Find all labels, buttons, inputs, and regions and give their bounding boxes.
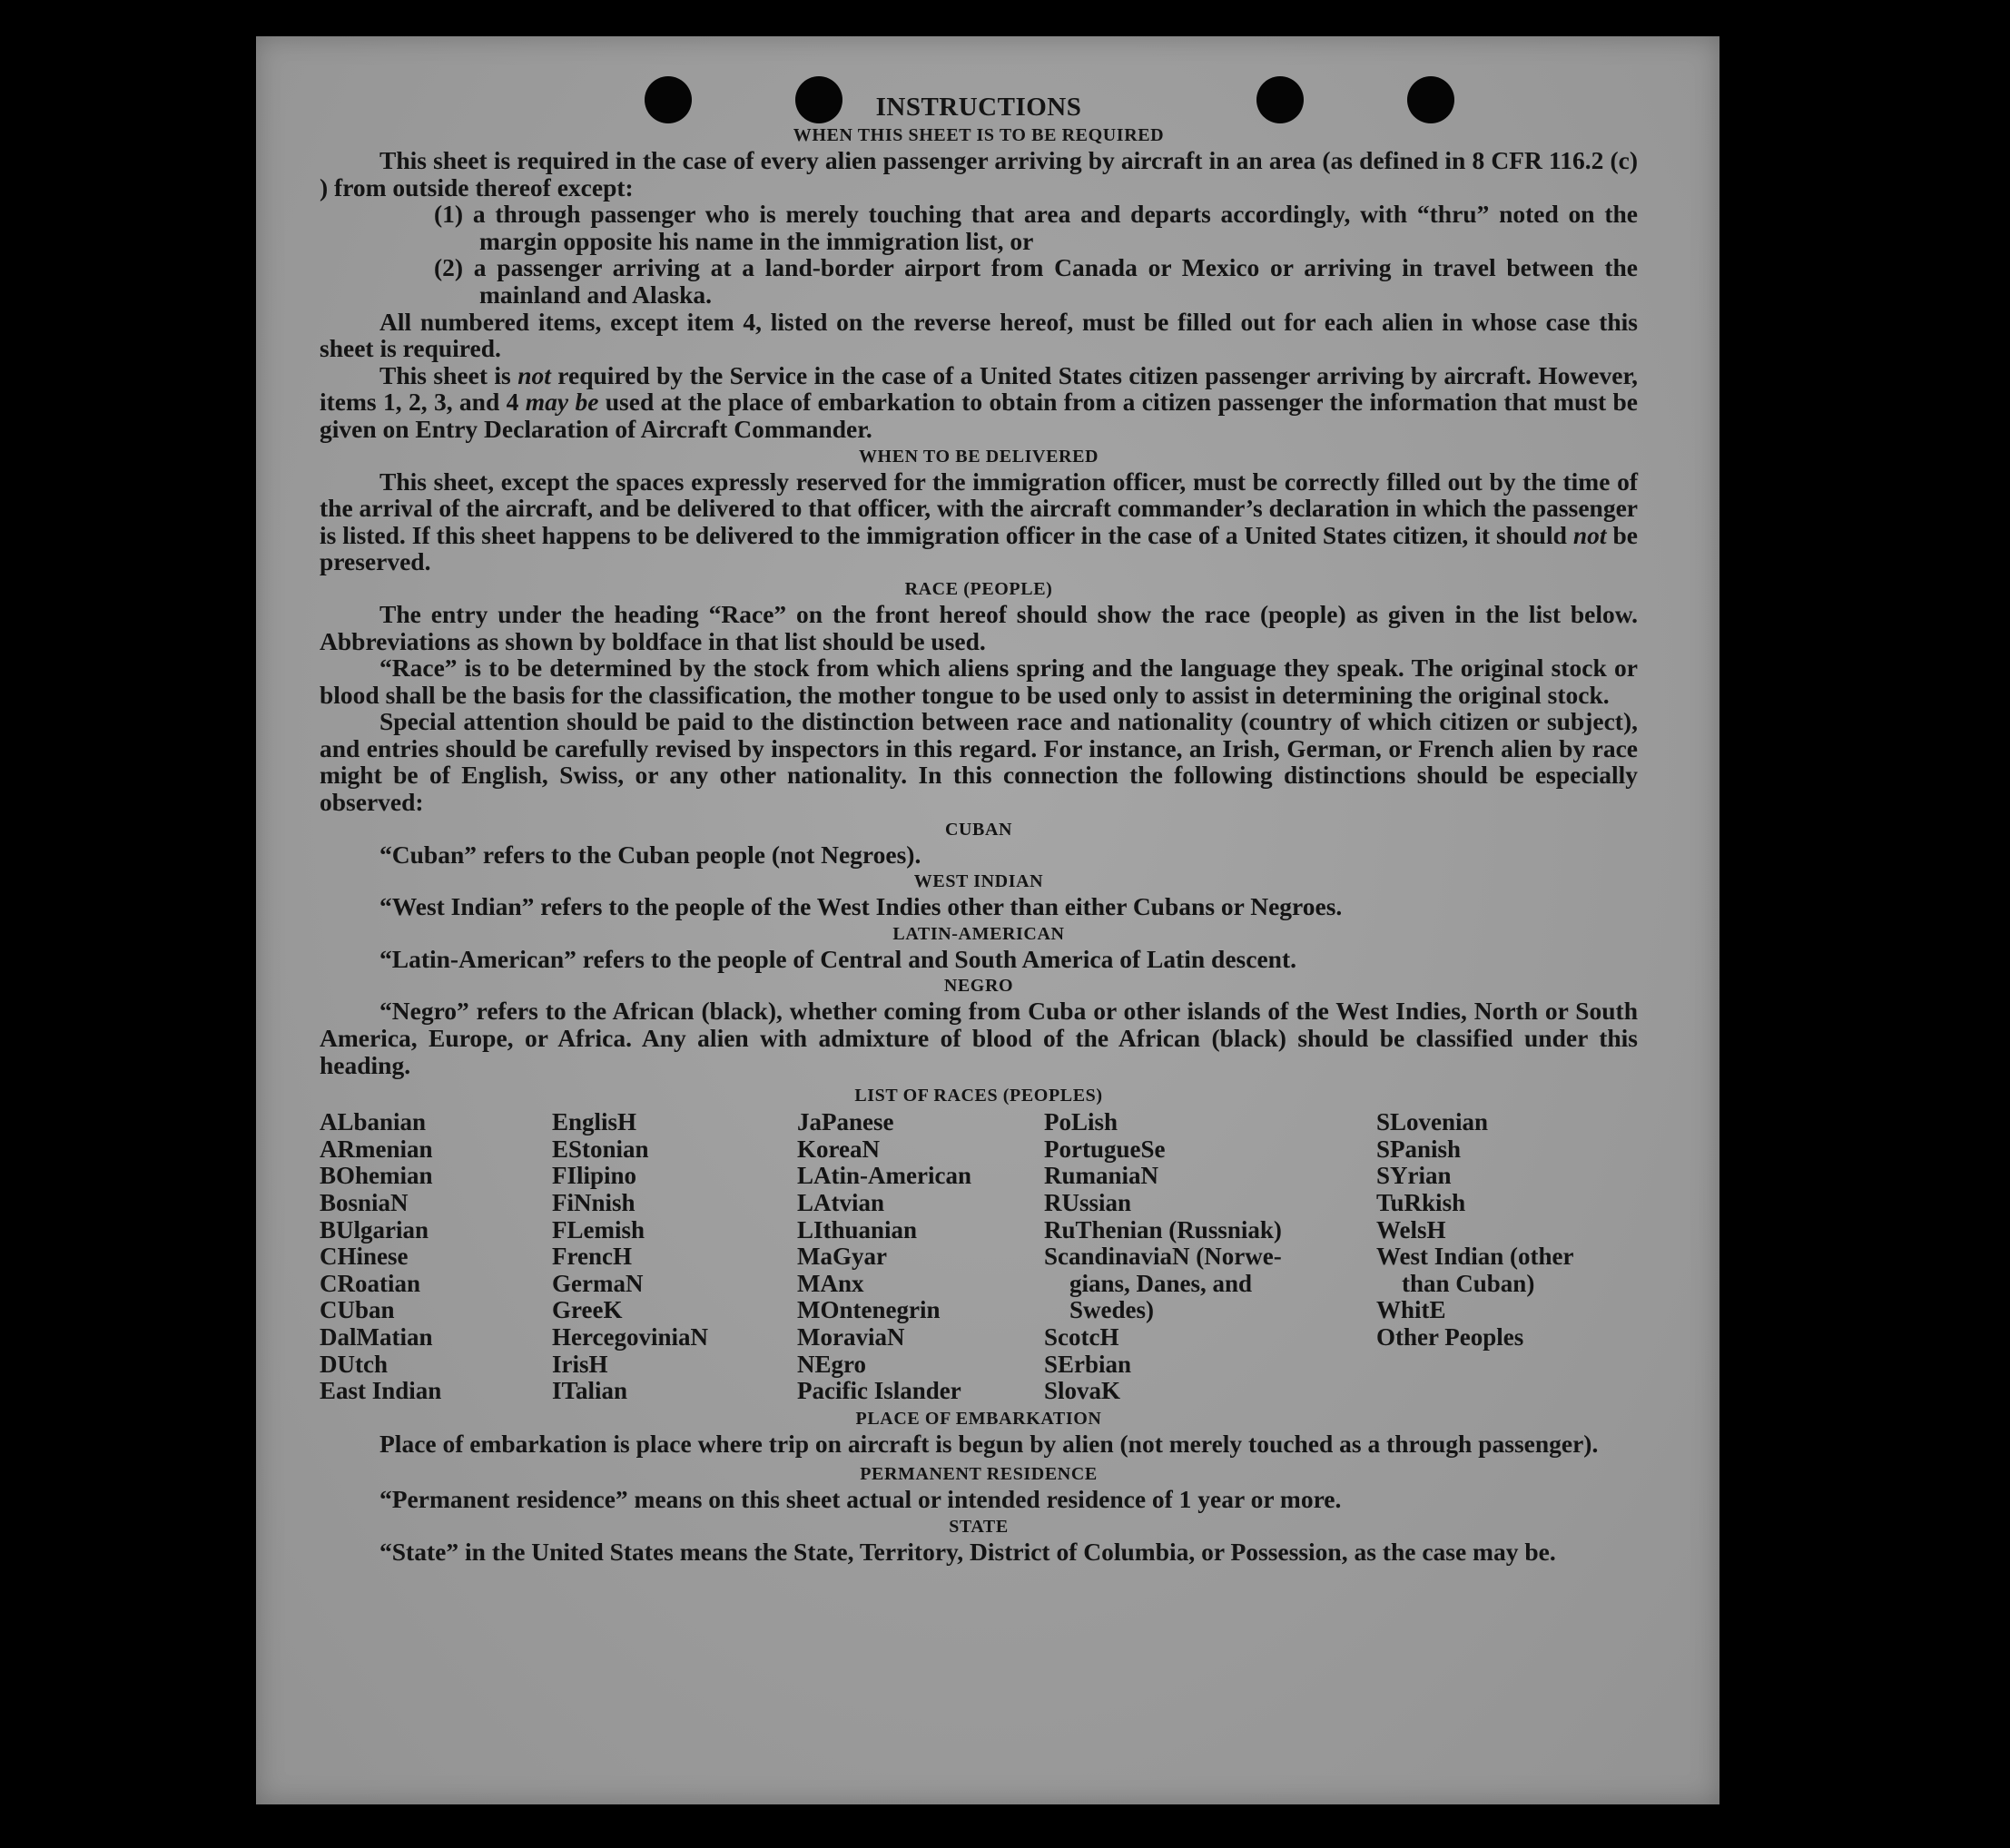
exception-item-1: (1) a through passenger who is merely touching that area and departs accordingly, with “thru” noted on the margin opposite his name in the immigration list, or	[434, 200, 1638, 255]
race-entry: West Indian (other	[1376, 1243, 1574, 1271]
race-entry: JaPanese	[797, 1108, 894, 1136]
emphasis-not: not	[517, 360, 551, 389]
race-entry: LAtvian	[797, 1189, 885, 1216]
race-entry: PoLish	[1044, 1108, 1118, 1136]
race-entry: Pacific Islander	[797, 1377, 961, 1405]
race-entry: RumaniaN	[1044, 1162, 1159, 1190]
race-entry: East Indian	[320, 1377, 442, 1405]
race-entry: PortugueSe	[1044, 1135, 1166, 1163]
race-entry: IrisH	[552, 1350, 608, 1378]
race-entry: GreeK	[552, 1296, 623, 1324]
page-title: INSTRUCTIONS	[875, 93, 1082, 122]
emphasis-not-2: not	[1572, 520, 1607, 549]
paragraph-race-2: “Race” is to be determined by the stock from which aliens spring and the language they speak. The original stock or blood shall be the basis for the classification, the mother tongue to be used only to assist in determining the original stock.	[320, 654, 1638, 709]
race-entry: SErbian	[1044, 1350, 1132, 1378]
race-entry: MaGyar	[797, 1243, 887, 1271]
race-entry: CHinese	[320, 1243, 409, 1271]
race-entry: WelsH	[1376, 1215, 1446, 1243]
race-entry: ITalian	[552, 1377, 628, 1405]
heading-when-delivered: WHEN TO BE DELIVERED	[858, 446, 1099, 467]
race-entry: SYrian	[1376, 1162, 1452, 1190]
races-column-3	[797, 1109, 1044, 1405]
race-entry: ScandinaviaN (Norwe-	[1044, 1243, 1282, 1271]
document-page	[256, 36, 1719, 1804]
race-entry: MOntenegrin	[797, 1296, 941, 1324]
race-entry: RUssian	[1044, 1189, 1132, 1216]
races-column-2	[552, 1109, 797, 1405]
paragraph-state: “State” in the United States means the State, Territory, District of Columbia, or Possession, as the case may be.	[379, 1537, 1556, 1566]
heading-permanent-residence: PERMANENT RESIDENCE	[860, 1464, 1098, 1485]
paragraph-race-3: Special attention should be paid to the distinction between race and nationality (country of which citizen or subject), and entries should be carefully revised by inspectors in this regard. For instance, an Irish, German, or French alien by race might be of English, Swiss, or any other nationality. In this connection the following distinctions should be especially observed:	[320, 707, 1638, 817]
race-entry: than Cuban)	[1402, 1269, 1535, 1297]
race-entry: FrencH	[552, 1243, 632, 1271]
race-entry: EnglisH	[552, 1108, 637, 1136]
race-entry: Other Peoples	[1376, 1322, 1524, 1351]
race-entry: TuRkish	[1376, 1189, 1466, 1216]
race-entry: CRoatian	[320, 1269, 421, 1297]
heading-state: STATE	[949, 1516, 1009, 1537]
race-entry: Swedes)	[1069, 1296, 1154, 1324]
heading-when-required: WHEN THIS SHEET IS TO BE REQUIRED	[793, 125, 1165, 145]
races-column-1	[320, 1109, 552, 1405]
race-entry: FLemish	[552, 1215, 645, 1243]
race-entry: SlovaK	[1044, 1377, 1121, 1405]
citizen-text-c: used at the place of embarkation to obtain from a citizen passenger the information that must be given on Entry Declaration of Aircraft Commander.	[320, 388, 1638, 443]
exception-item-2: (2) a passenger arriving at a land-border airport from Canada or Mexico or arriving in travel between the mainland and Alaska.	[434, 253, 1638, 309]
paragraph-race-1: The entry under the heading “Race” on the front hereof should show the race (people) as given in the list below. Abbreviations as shown by boldface in that list should be used.	[320, 599, 1638, 655]
race-entry: ScotcH	[1044, 1322, 1119, 1351]
heading-race: RACE (PEOPLE)	[904, 578, 1053, 599]
races-column-4	[1044, 1109, 1376, 1405]
race-entry: gians, Danes, and	[1069, 1269, 1253, 1297]
race-entry: LIthuanian	[797, 1215, 918, 1243]
race-entry: WhitE	[1376, 1296, 1446, 1324]
races-list	[320, 1109, 1638, 1405]
race-entry: GermaN	[552, 1269, 644, 1297]
citizen-text-a: This sheet is	[379, 360, 518, 389]
race-entry: FIlipino	[552, 1162, 637, 1190]
heading-latin-american: LATIN-AMERICAN	[892, 923, 1065, 944]
race-entry: ARmenian	[320, 1135, 433, 1163]
race-entry: FiNnish	[552, 1189, 636, 1216]
race-entry: RuThenian (Russniak)	[1044, 1215, 1282, 1243]
race-entry: EStonian	[552, 1135, 649, 1163]
race-entry: DalMatian	[320, 1322, 433, 1351]
race-entry: LAtin-American	[797, 1162, 971, 1190]
race-entry: BUlgarian	[320, 1215, 429, 1243]
emphasis-may-be: may be	[525, 388, 599, 417]
race-entry: MAnx	[797, 1269, 864, 1297]
paragraph-west-indian: “West Indian” refers to the people of the West Indies other than either Cubans or Negroes.	[379, 892, 1343, 921]
race-entry: NEgro	[797, 1350, 867, 1378]
race-entry: BOhemian	[320, 1162, 433, 1190]
races-column-5	[1376, 1109, 1638, 1405]
race-entry: MoraviaN	[797, 1322, 905, 1351]
race-entry: KoreaN	[797, 1135, 880, 1163]
delivered-text-a: This sheet, except the spaces expressly reserved for the immigration officer, must be correctly filled out by the time of the arrival of the aircraft, and be delivered to that officer, with the aircraft commander’s declaration in which the passenger is listed. If this sheet happens to be delivered to the immigration officer in the case of a United States citizen, it should	[320, 467, 1638, 549]
heading-negro: NEGRO	[943, 976, 1014, 997]
heading-cuban: CUBAN	[944, 819, 1013, 840]
heading-list-of-races: LIST OF RACES (PEOPLES)	[854, 1086, 1103, 1106]
paragraph-required: This sheet is required in the case of every alien passenger arriving by aircraft in an area (as defined in 8 CFR 116.2 (c) ) from outside thereof except:	[320, 146, 1638, 202]
race-entry: HercegoviniaN	[552, 1322, 708, 1351]
citizen-text-b: required by the Service in the case of a United States citizen passenger arriving by aircraft. However, items 1, 2, 3, and 4	[320, 360, 1639, 417]
instructions-content	[320, 93, 1638, 1566]
race-entry: BosniaN	[320, 1189, 409, 1216]
paragraph-permanent-residence: “Permanent residence” means on this sheet actual or intended residence of 1 year or more.	[379, 1485, 1342, 1514]
paragraph-delivered	[320, 468, 1638, 575]
race-entry: ALbanian	[320, 1108, 427, 1136]
delivered-text-b: be preserved.	[320, 520, 1638, 576]
paragraph-negro: “Negro” refers to the African (black), whether coming from Cuba or other islands of the West Indies, North or South America, Europe, or Africa. Any alien with admixture of blood of the African (black) should be classified under this heading.	[320, 997, 1638, 1079]
paragraph-latin-american: “Latin-American” refers to the people of Central and South America of Latin descent.	[379, 944, 1296, 973]
paragraph-numbered-items: All numbered items, except item 4, listed on the reverse hereof, must be filled out for each alien in whose case this sheet is required.	[320, 307, 1638, 363]
race-entry: SPanish	[1376, 1135, 1462, 1163]
heading-embarkation: PLACE OF EMBARKATION	[855, 1408, 1102, 1429]
race-entry: SLovenian	[1376, 1108, 1489, 1136]
paragraph-embarkation: Place of embarkation is place where trip on aircraft is begun by alien (not merely touched as a through passenger).	[379, 1429, 1599, 1458]
paragraph-citizen	[320, 362, 1638, 443]
heading-west-indian: WEST INDIAN	[913, 871, 1044, 892]
race-entry: CUban	[320, 1296, 395, 1324]
race-entry: DUtch	[320, 1350, 388, 1378]
paragraph-cuban: “Cuban” refers to the Cuban people (not Negroes).	[379, 840, 921, 869]
